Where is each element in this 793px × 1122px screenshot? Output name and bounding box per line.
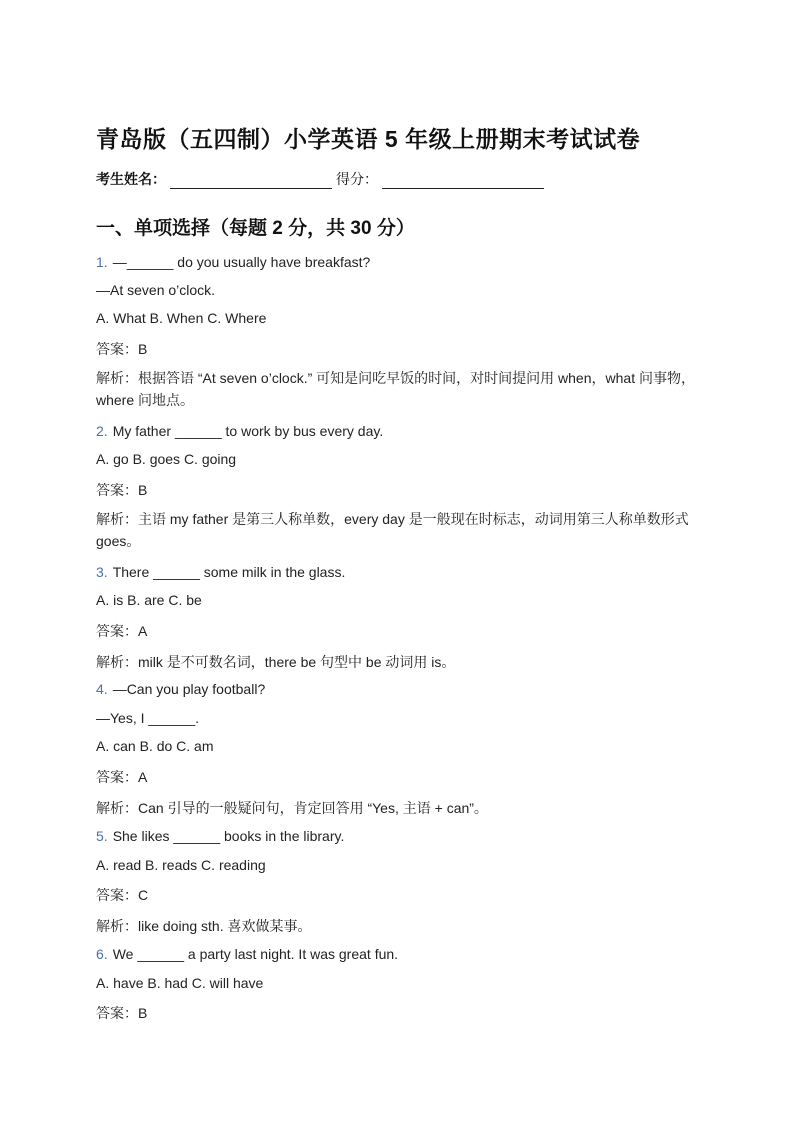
question-1-options: A. What B. When C. Where: [96, 310, 267, 326]
question-2-options: A. go B. goes C. going: [96, 451, 237, 467]
question-text: She likes ______ books in the library.: [112, 828, 345, 844]
question-text: There ______ some milk in the glass.: [112, 564, 346, 580]
question-2-analysis: 解析：主语 my father 是第三人称单数，every day 是一般现在时标志，动词用第三人称单数形式 goes。: [96, 511, 689, 549]
question-4-analysis: 解析：Can 引导的一般疑问句，肯定回答用 “Yes, 主语 + can”。: [96, 800, 488, 816]
question-1: [96, 254, 370, 270]
question-1-analysis: 解析：根据答语 “At seven o’clock.” 可知是问吃早饭的时间，对时间提问用 when，what 问事物，where 问地点。: [96, 370, 695, 408]
question-5: [96, 828, 344, 844]
question-text: My father ______ to work by bus every day.: [112, 423, 384, 439]
question-6: [96, 946, 398, 962]
question-4: [96, 681, 265, 697]
question-6-options: A. have B. had C. will have: [96, 975, 264, 991]
question-3: [96, 564, 345, 580]
question-1-answer: 答案：B: [96, 341, 148, 357]
question-5-analysis: 解析：like doing sth. 喜欢做某事。: [96, 918, 312, 934]
question-3-analysis: 解析：milk 是不可数名词，there be 句型中 be 动词用 is。: [96, 654, 456, 670]
question-6-answer: 答案：B: [96, 1005, 148, 1021]
score-label: 得分：: [336, 171, 378, 187]
question-4-options: A. can B. do C. am: [96, 738, 214, 754]
section-heading: 一、单项选择（每题 2 分，共 30 分）: [96, 218, 415, 239]
question-4-response: —Yes, I ______.: [96, 710, 200, 726]
score-blank: [382, 174, 544, 189]
question-number: 1.: [96, 254, 108, 270]
question-text: We ______ a party last night. It was great fun.: [112, 946, 399, 962]
page-title: 青岛版（五四制）小学英语 5 年级上册期末考试试卷: [96, 126, 641, 152]
question-2-answer: 答案：B: [96, 482, 148, 498]
student-info-row: [96, 169, 548, 189]
question-2: [96, 423, 383, 439]
question-3-options: A. is B. are C. be: [96, 592, 202, 608]
question-text: —Can you play football?: [112, 681, 266, 697]
name-blank: [170, 174, 332, 189]
question-number: 2.: [96, 423, 108, 439]
question-4-answer: 答案：A: [96, 769, 148, 785]
question-number: 3.: [96, 564, 108, 580]
question-number: 5.: [96, 828, 108, 844]
question-text: —______ do you usually have breakfast?: [112, 254, 371, 270]
question-5-options: A. read B. reads C. reading: [96, 857, 266, 873]
question-3-answer: 答案：A: [96, 623, 148, 639]
name-label: 考生姓名：: [96, 171, 166, 187]
question-1-response: —At seven o’clock.: [96, 282, 216, 298]
question-5-answer: 答案：C: [96, 887, 149, 903]
question-number: 4.: [96, 681, 108, 697]
question-number: 6.: [96, 946, 108, 962]
